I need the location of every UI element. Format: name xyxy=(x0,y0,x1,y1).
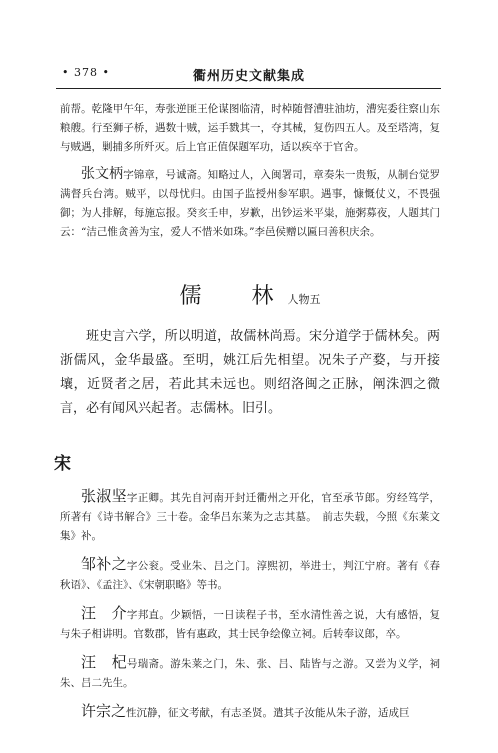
continued-paragraph: 前帮。乾隆甲午年，寿张逆匪王伦谋图临清，时棹随督漕驻油坊，漕宪委往察山东粮艘。行至狮子桥，遇数十贼，运手戮其一，夺其械，复伤四五人。及至塔湾，复与贼遇，剿捕多所歼灭。后上官正值保题军功，适以疾卒于官舍。 xyxy=(60,103,440,153)
biography-text: 字公衮。受业朱、吕之门。淳熙初，举进士，判江宁府。著有《春秋语》、《孟注》、《宋朝职略》等书。 xyxy=(60,560,440,591)
section-title-text: 儒 林 xyxy=(179,284,288,309)
section-intro: 班史言六学，所以明道，故儒林尚焉。宋分道学于儒林矣。两浙儒风，金华最盛。至明，姚江后先相望。况朱子产婺，与开接壤，近贤者之居，若此其未远也。则绍洛闽之正脉，阐洙泗之微言，必有闻风兴起者。志儒林。旧引。 xyxy=(60,329,440,416)
dynasty-heading: 宋 xyxy=(54,454,71,474)
page-body xyxy=(54,100,440,723)
biography-entry xyxy=(60,653,440,693)
page-header xyxy=(0,66,498,86)
section-subtitle: 人物五 xyxy=(287,293,321,306)
person-name: 汪 杞 xyxy=(81,653,127,671)
biography-text: 号瑞斋。游朱莱之门，朱、张、吕、陆皆与之游。又尝为义学，祠朱、吕二先生。 xyxy=(60,658,440,689)
biography-entry xyxy=(60,487,440,546)
biography-entry xyxy=(60,702,440,723)
section-title xyxy=(60,279,440,319)
biography-zhang-wenbing xyxy=(60,165,440,242)
person-name: 汪 介 xyxy=(81,604,127,622)
biography-text: 字邦直。少颖悟，一日读程子书，至水清性善之说，大有感悟，复与朱子相讲明。官数郡，皆有惠政，其士民争绘像立祠。后转奉议郎，卒。 xyxy=(60,609,440,640)
person-name: 许宗之 xyxy=(81,702,127,720)
biography-text: 字锦章，号诚斋。知略过人，入闽署司，章奏朱一贵叛，从制台觉罗满督兵台湾。贼平，以母忧归。由国子监授州参军职。遇事，慷慨仗义，不畏强御；为人排解，每施忘报。癸亥壬申，岁歉，出钞运米平粜，施粥募夜，人题其门云：“洁己惟贪善为宝，爱人不惜米如珠。”李邑侯赠以匾曰善积庆余。 xyxy=(60,169,440,238)
biography-entry xyxy=(60,604,440,644)
biography-text: 性沉静，征文考献，有志圣贤。遣其子汝能从朱子游，适成巨 xyxy=(126,707,410,719)
biography-entry xyxy=(60,555,440,595)
person-name: 邹补之 xyxy=(81,555,127,573)
page-number: • 378 • xyxy=(62,66,110,79)
biography-text: 字正卿。其先自河南开封迁衢州之开化，官至承节郎。穷经笃学，所著有《诗书解合》三十卷。金华吕东莱为之志其墓。 前志失载，今照《东莱文集》补。 xyxy=(60,492,440,542)
person-name: 张文柄 xyxy=(81,166,124,182)
person-name: 张淑坚 xyxy=(81,487,127,505)
running-title: 衢州历史文献集成 xyxy=(192,69,305,84)
header-rule xyxy=(56,88,441,89)
